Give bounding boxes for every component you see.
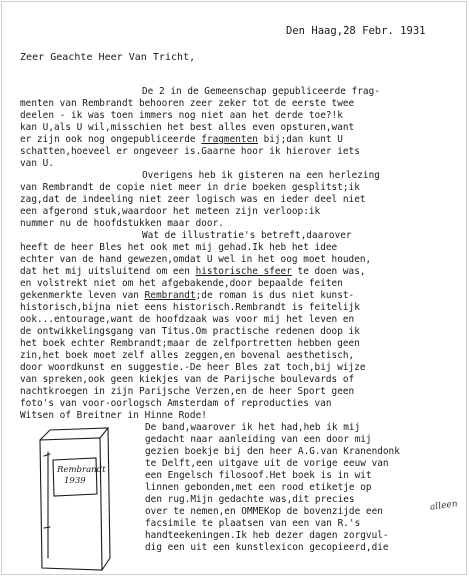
salutation: Zeer Geachte Heer Van Tricht, xyxy=(20,52,196,63)
text-line: van Rembrandt de copie niet meer in drie boeken gesplitst;ik xyxy=(20,182,360,193)
text-line: nachtkroegen in zijn Parijsche Verzen,en de heer Sport geen xyxy=(20,386,355,397)
text-line: het boek echter Rembrandt;maar de zelfportretten hebben geen xyxy=(20,338,360,349)
text-line: historisch,bijna niet eens historisch.Rembrandt is feitelijk xyxy=(20,302,360,313)
text-line: handteekeningen.Ik heb dezer dagen zorgvul- xyxy=(145,530,389,541)
book-sketch xyxy=(20,408,130,578)
text-line: de ontwikkelingsgang van Titus.Om practische redenen doop ik xyxy=(20,326,360,337)
text-line: De 2 in de Gemeenschap gepubliceerde frag- xyxy=(142,86,380,97)
text-line: door woordkunst en suggestie.-De heer Bles zat toch,bij wijze xyxy=(20,362,366,373)
text-line: er zijn ook nog ongepubliceerde fragmenten bij;dan kunt U xyxy=(20,134,343,145)
text-line: echter van de hand gewezen,omdat U wel in het oog moet houden, xyxy=(20,254,372,265)
text-line: nummer nu de hoofdstukken maar door. xyxy=(20,218,224,229)
text-line: Overigens heb ik gisteren na een herlezing xyxy=(142,170,380,181)
text-line: foto's van voor-oorlogsch Amsterdam of reproducties van xyxy=(20,398,332,409)
text-line: en volstrekt niet om het afgebakende,door bepaalde feiten xyxy=(20,278,343,289)
text-line: linnen gebonden,met een rood etiketje op xyxy=(145,482,372,493)
text-line: schatten,hoeveel er ongeveer is.Gaarne hoor ik hierover iets xyxy=(20,146,360,157)
text-line: zin,het boek moet zelf alles zeggen,en bovenal aesthetisch, xyxy=(20,350,355,361)
text-line: dat het mij uitsluitend om een historische sfeer te doen was, xyxy=(20,266,366,277)
text-line: een Engelsch filosoof.Het boek is in wit xyxy=(145,470,372,481)
text-line: Witsen of Breitner in Hinne Rode! xyxy=(20,410,207,421)
text-line: Wat de illustratie's betreft,daarover xyxy=(142,230,352,241)
text-line: deelen - ik was toen immers nog niet aan het derde toe?!k xyxy=(20,110,343,121)
text-line: gezien boekje bij den heer A.G.van Kranendonk xyxy=(145,446,400,457)
text-line: van U. xyxy=(20,158,54,169)
text-line: kan U,als U wil,misschien het best alles even opsturen,want xyxy=(20,122,355,133)
text-line: facsimile te plaatsen van een van R.'s xyxy=(145,518,361,529)
text-line: De band,waarover ik het had,heb ik mij xyxy=(145,422,361,433)
margin-note: alleen xyxy=(429,499,459,513)
text-line: een afgerond stuk,waardoor het meteen zijn verloop:ik xyxy=(20,206,321,217)
text-line: ook...entourage,want de hoofdzaak was voor mij het leven en xyxy=(20,314,355,325)
text-line: te Delft,een uitgave uit de vorige eeuw van xyxy=(145,458,389,469)
sketch-label: Rembrandt 1939 xyxy=(57,465,106,486)
text-line: zag,dat de indeeling niet zeer logisch was en ieder deel niet xyxy=(20,194,366,205)
text-line: heeft de heer Bles het ook met mij gehad.Ik heb het idee xyxy=(20,242,338,253)
text-line: den rug.Mijn gedachte was,dit precies xyxy=(145,494,355,505)
text-line: dig een uit een kunstlexicon gecopieerd,die xyxy=(145,542,389,553)
text-line: gekenmerkte leven van Rembrandt;de roman is dus niet kunst- xyxy=(20,290,355,301)
text-line: menten van Rembrandt behooren zeer zeker tot de eerste twee xyxy=(20,98,355,109)
text-line: over te nemen,en OMMEKop de bovenzijde een xyxy=(145,506,383,517)
dateline: Den Haag,28 Febr. 1931 xyxy=(286,25,426,37)
text-line: gedacht naar aanleiding van een door mij xyxy=(145,434,372,445)
text-line: van spreken,ook geen kiekjes van de Parijsche boulevards of xyxy=(20,374,355,385)
